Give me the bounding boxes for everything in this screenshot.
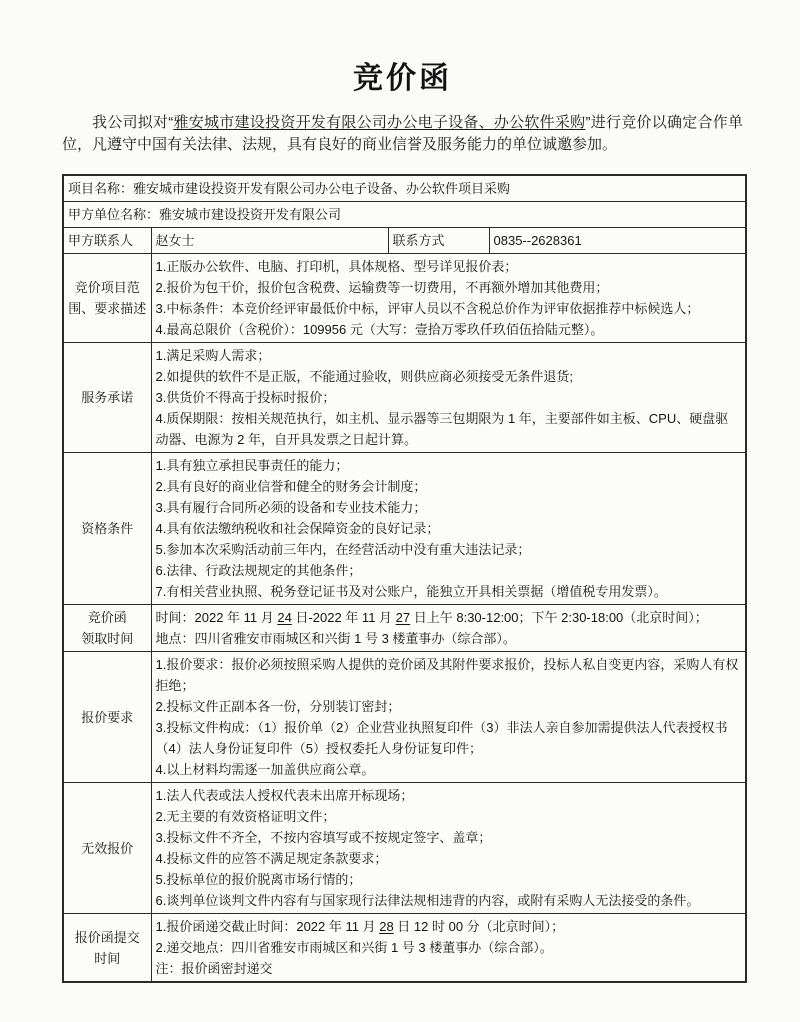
section-content-letter-collection-time (151, 605, 746, 652)
section-label-quotation-requirements: 报价要求 (63, 652, 151, 783)
content-line: 1.法人代表或法人授权代表未出席开标现场； (155, 788, 414, 803)
content-line: 6.法律、行政法规规定的其他条件； (155, 563, 362, 578)
content-line: 3.投标文件不齐全，不按内容填写或不按规定签字、盖章； (155, 830, 492, 845)
contact-label-cell: 甲方联系人 (63, 228, 151, 254)
content-line: 4.以上材料均需逐一加盖供应商公章。 (155, 762, 375, 777)
intro-prefix: 我公司拟对“ (92, 114, 174, 131)
section-label-scope: 竞价项目范 围、要求描述 (63, 254, 151, 343)
content-line: 3.中标条件：本竞价经评审最低价中标，评审人员以不含税总价作为评审依据推荐中标候选人； (155, 301, 700, 316)
page-title: 竞价函 (353, 62, 452, 95)
content-line: 2.无主要的有效资格证明文件； (155, 809, 336, 824)
content-line: 时间：2022 年 11 月 24 日-2022 年 11 月 27 日上午 8:30-12:00；下午 2:30-18:00（北京时间）； (155, 610, 708, 625)
content-line: 7.有相关营业执照、税务登记证书及对公账户，能独立开具相关票据（增值税专用发票）。 (155, 584, 667, 599)
table-row-letter-collection-time (63, 605, 746, 652)
content-line: 地点：四川省雅安市雨城区和兴街 1 号 3 楼董事办（综合部）。 (155, 631, 516, 646)
section-label-invalid-quotation: 无效报价 (63, 783, 151, 914)
content-line: 2.报价为包干价，报价包含税费、运输费等一切费用，不再额外增加其他费用； (155, 280, 609, 295)
underlined-value: 24 (277, 610, 292, 625)
content-line: 1.正版办公软件、电脑、打印机，具体规格、型号详见报价表； (155, 259, 518, 274)
content-line: 4.质保期限：按相关规范执行，如主机、显示器等三包期限为 1 年，主要部件如主板、CPU、硬盘驱动器、电源为 2 年，自开具发票之日起计算。 (155, 411, 729, 447)
intro-subject-underlined: 雅安城市建设投资开发有限公司办公电子设备、办公软件采购 (173, 114, 586, 131)
section-content-quotation-requirements (151, 652, 746, 783)
section-content-service-commitment (151, 343, 746, 453)
party-a-name-cell: 甲方单位名称：雅安城市建设投资开发有限公司 (63, 202, 746, 228)
content-line: 1.具有独立承担民事责任的能力； (155, 458, 349, 473)
section-label-letter-submission-time: 报价函提交 时间 (63, 914, 151, 983)
table-row-contact (63, 228, 746, 254)
table-row-invalid-quotation (63, 783, 746, 914)
project-name-cell: 项目名称：雅安城市建设投资开发有限公司办公电子设备、办公软件项目采购 (63, 175, 746, 202)
contact-method-label-cell: 联系方式 (388, 228, 489, 254)
content-line: 2.如提供的软件不是正版，不能通过验收，则供应商必须接受无条件退货; (155, 369, 573, 384)
content-line: 3.具有履行合同所必须的设备和专业技术能力； (155, 500, 427, 515)
underlined-value: 27 (395, 610, 411, 625)
content-line: 3.供货价不得高于投标时报价； (155, 390, 336, 405)
section-label-service-commitment: 服务承诺 (63, 343, 151, 453)
bidding-table (62, 174, 747, 983)
content-line: 2.具有良好的商业信誉和健全的财务会计制度； (155, 479, 427, 494)
contact-phone-cell: 0835--2628361 (489, 228, 746, 254)
table-sections (63, 254, 746, 983)
table-row-party-a (63, 202, 746, 228)
intro-suffix: ”进行竞价以确定合作单位，凡遵守中国有关法律、法规，具有良好的商业信誉及服务能力的单位诚邀参加。 (62, 114, 743, 153)
table-row-scope (63, 254, 746, 343)
intro-paragraph (62, 112, 743, 155)
table-row-project-name (63, 175, 746, 202)
content-line: 5.参加本次采购活动前三年内，在经营活动中没有重大违法记录； (155, 542, 531, 557)
content-line: 注：报价函密封递交 (155, 961, 273, 976)
section-content-scope (151, 254, 746, 343)
content-line: 1.报价要求：报价必须按照采购人提供的竞价函及其附件要求报价，投标人私自变更内容，采购人有权拒绝； (155, 657, 739, 693)
contact-name-cell: 赵女士 (151, 228, 388, 254)
section-content-invalid-quotation (151, 783, 746, 914)
content-line: 1.满足采购人需求； (155, 348, 271, 363)
content-line: 4.最高总限价（含税价）：109956 元（大写：壹拾万零玖仟玖佰伍拾陆元整）。 (155, 322, 604, 337)
content-line: 4.具有依法缴纳税收和社会保障资金的良好记录； (155, 521, 440, 536)
section-content-letter-submission-time (151, 914, 746, 983)
content-line: 3.投标文件构成：（1）报价单（2）企业营业执照复印件（3）非法人亲自参加需提供法人代表授权书（4）法人身份证复印件（5）授权委托人身份证复印件； (155, 720, 728, 756)
content-line: 6.谈判单位谈判文件内容有与国家现行法律法规相违背的内容，或附有采购人无法接受的条件。 (155, 893, 700, 908)
table-row-service-commitment (63, 343, 746, 453)
section-label-qualification: 资格条件 (63, 453, 151, 605)
table-row-qualification (63, 453, 746, 605)
content-line: 2.投标文件正副本各一份，分别装订密封； (155, 699, 401, 714)
content-line: 4.投标文件的应答不满足规定条款要求； (155, 851, 388, 866)
table-row-letter-submission-time (63, 914, 746, 983)
content-line: 2.递交地点：四川省雅安市雨城区和兴街 1 号 3 楼董事办（综合部）。 (155, 940, 553, 955)
content-line: 1.报价函递交截止时间：2022 年 11 月 28 日 12 时 00 分（北京时间）； (155, 919, 565, 934)
content-line: 5.投标单位的报价脱离市场行情的； (155, 872, 362, 887)
table-row-quotation-requirements (63, 652, 746, 783)
section-content-qualification (151, 453, 746, 605)
section-label-letter-collection-time: 竞价函 领取时间 (63, 605, 151, 652)
underlined-value: 28 (379, 919, 394, 934)
